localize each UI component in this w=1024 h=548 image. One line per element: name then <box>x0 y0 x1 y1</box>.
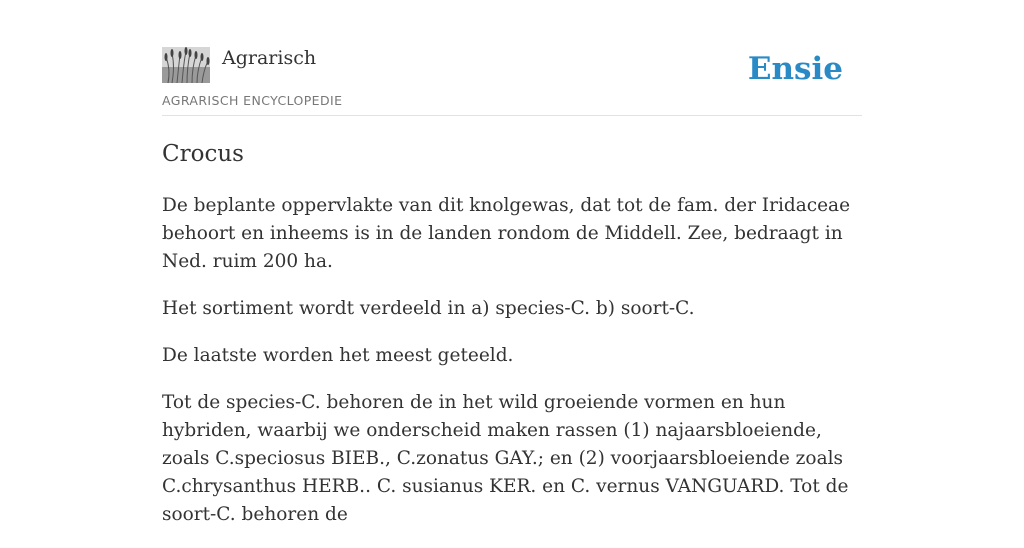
wheat-field-icon[interactable] <box>162 47 210 83</box>
article-title: Crocus <box>162 141 244 167</box>
header <box>162 0 862 116</box>
article-paragraph: Het sortiment wordt verdeeld in a) species-C. b) soort-C. <box>162 298 695 319</box>
brand-logo[interactable]: Ensie <box>747 51 843 87</box>
content-column <box>162 0 862 525</box>
source-name[interactable]: Agrarisch <box>222 47 317 69</box>
article-paragraph: Tot de species-C. behoren de in het wild groeiende vormen en hun hybriden, waarbij we onderscheid maken rassen (1) najaarsbloeiende, zoals C.speciosus BIEB., C.zonatus GAY.; en (2) voorjaarsbloeiende zoals C.chrysanthus HERB.. C. susianus KER. en C. vernus VANGUARD. Tot de soort-C. behoren de <box>162 392 849 525</box>
article-paragraph: De laatste worden het meest geteeld. <box>162 345 514 366</box>
source-subtitle: AGRARISCH ENCYCLOPEDIE <box>162 93 343 108</box>
article-body <box>162 192 862 548</box>
article-paragraph: De beplante oppervlakte van dit knolgewas, dat tot de fam. der Iridaceae behoort en inheems is in de landen rondom de Middell. Zee, bedraagt in Ned. ruim 200 ha. <box>162 195 851 272</box>
